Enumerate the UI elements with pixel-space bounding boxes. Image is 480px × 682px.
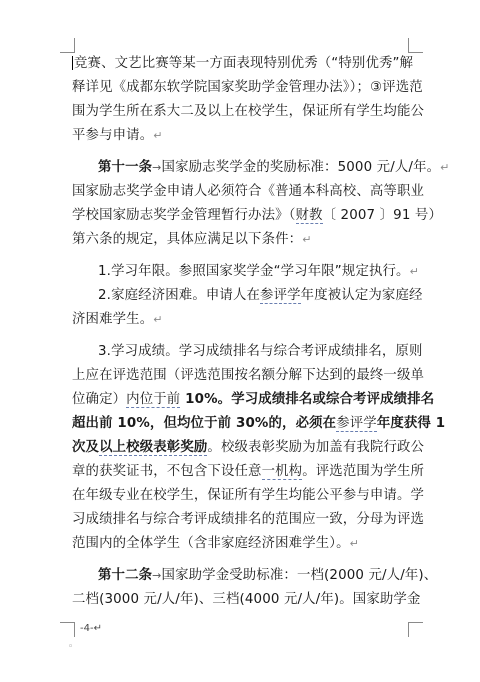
text-line: 习成绩排名与综合考评成绩排名的范围应一致，分母为评选 xyxy=(72,512,425,527)
underlined-text: 内位于前 xyxy=(126,392,181,407)
text-line: 章的获奖证书，不包含下设任意一机构。评选范围为学生所 xyxy=(72,464,425,479)
underlined-text: 参评学 xyxy=(336,416,377,431)
text-line: 位确定）内位于前 10%。学习成绩排名或综合考评成绩排名 xyxy=(72,392,435,407)
text-line: 国家励志奖学金申请人必须符合《普通本科高校、高等职业 xyxy=(72,184,425,199)
tab-arrow-mark: → xyxy=(152,161,162,174)
paragraph-mark: ↵ xyxy=(153,313,163,326)
crop-mark-bottom-left xyxy=(60,622,75,637)
paragraph-mark: ↵ xyxy=(153,129,163,142)
text-line: 竞赛、文艺比赛等某一方面表现特别优秀（“特别优秀”解 xyxy=(74,56,414,71)
anchor-mark: ◦ xyxy=(68,642,74,652)
underlined-text: 财教 xyxy=(295,208,323,223)
text-line: 平参与申请。↵ xyxy=(72,128,163,143)
article-heading: 第十一条 xyxy=(98,160,153,175)
text-line: 济困难学生。↵ xyxy=(72,312,163,327)
text-line: 第六条的规定，具体应满足以下条件：↵ xyxy=(72,232,312,247)
underlined-text: 参评学 xyxy=(260,288,301,303)
page-number: -4-↵ xyxy=(80,623,102,634)
text-line: 上应在评选范围（评选范围按名额分解下达到的最终一级单 xyxy=(72,368,425,383)
text-line: 第十一条→国家励志奖学金的奖励标准：5000 元/人/年。↵ xyxy=(98,160,450,175)
underlined-text: 一机构 xyxy=(261,464,303,479)
article-heading: 第十二条 xyxy=(98,568,153,583)
text-cursor xyxy=(72,56,73,70)
paragraph-mark: ↵ xyxy=(302,233,312,246)
text-line: 次及以上校级表彰奖励。校级表彰奖励为加盖有我院行政公 xyxy=(72,440,425,455)
text-line: 学校国家励志奖学金管理暂行办法》（财教〔 2007 〕91 号） xyxy=(72,208,442,223)
crop-mark-top-left xyxy=(60,38,75,53)
paragraph-mark: ↵ xyxy=(440,161,450,174)
paragraph-mark: ↵ xyxy=(409,265,419,278)
text-line: 2.家庭经济困难。申请人在参评学年度被认定为家庭经 xyxy=(98,288,423,303)
paragraph-mark: ↵ xyxy=(349,537,360,550)
text-line: 在年级专业在校学生，保证所有学生均能公平参与申请。学 xyxy=(72,488,425,503)
text-line: 二档(3000 元/人/年)、三档(4000 元/人/年)。国家助学金 xyxy=(72,592,421,607)
text-line: 1.学习年限。参照国家奖学金“学习年限”规定执行。↵ xyxy=(98,264,419,279)
text-line: 第十二条→国家助学金受助标准：一档(2000 元/人/年)、 xyxy=(98,568,438,583)
text-line: 3.学习成绩。学习成绩排名与综合考评成绩排名，原则 xyxy=(98,344,423,359)
text-line: 范围内的全体学生（含非家庭经济困难学生）。↵ xyxy=(72,536,360,551)
text-line: 超出前 10%，但均位于前 30%的，必须在参评学年度获得 1 xyxy=(72,416,446,431)
underlined-text: 以上校级表彰奖励 xyxy=(99,440,208,455)
crop-mark-bottom-right xyxy=(408,622,423,637)
document-body[interactable] xyxy=(72,52,450,612)
tab-arrow-mark: → xyxy=(152,569,162,582)
crop-mark-top-right xyxy=(408,38,423,53)
text-line: 围为学生所在系大二及以上在校学生，保证所有学生均能公 xyxy=(72,104,425,119)
text-line: 释详见《成都东软学院国家奖助学金管理办法》）；③评选范 xyxy=(72,80,423,95)
